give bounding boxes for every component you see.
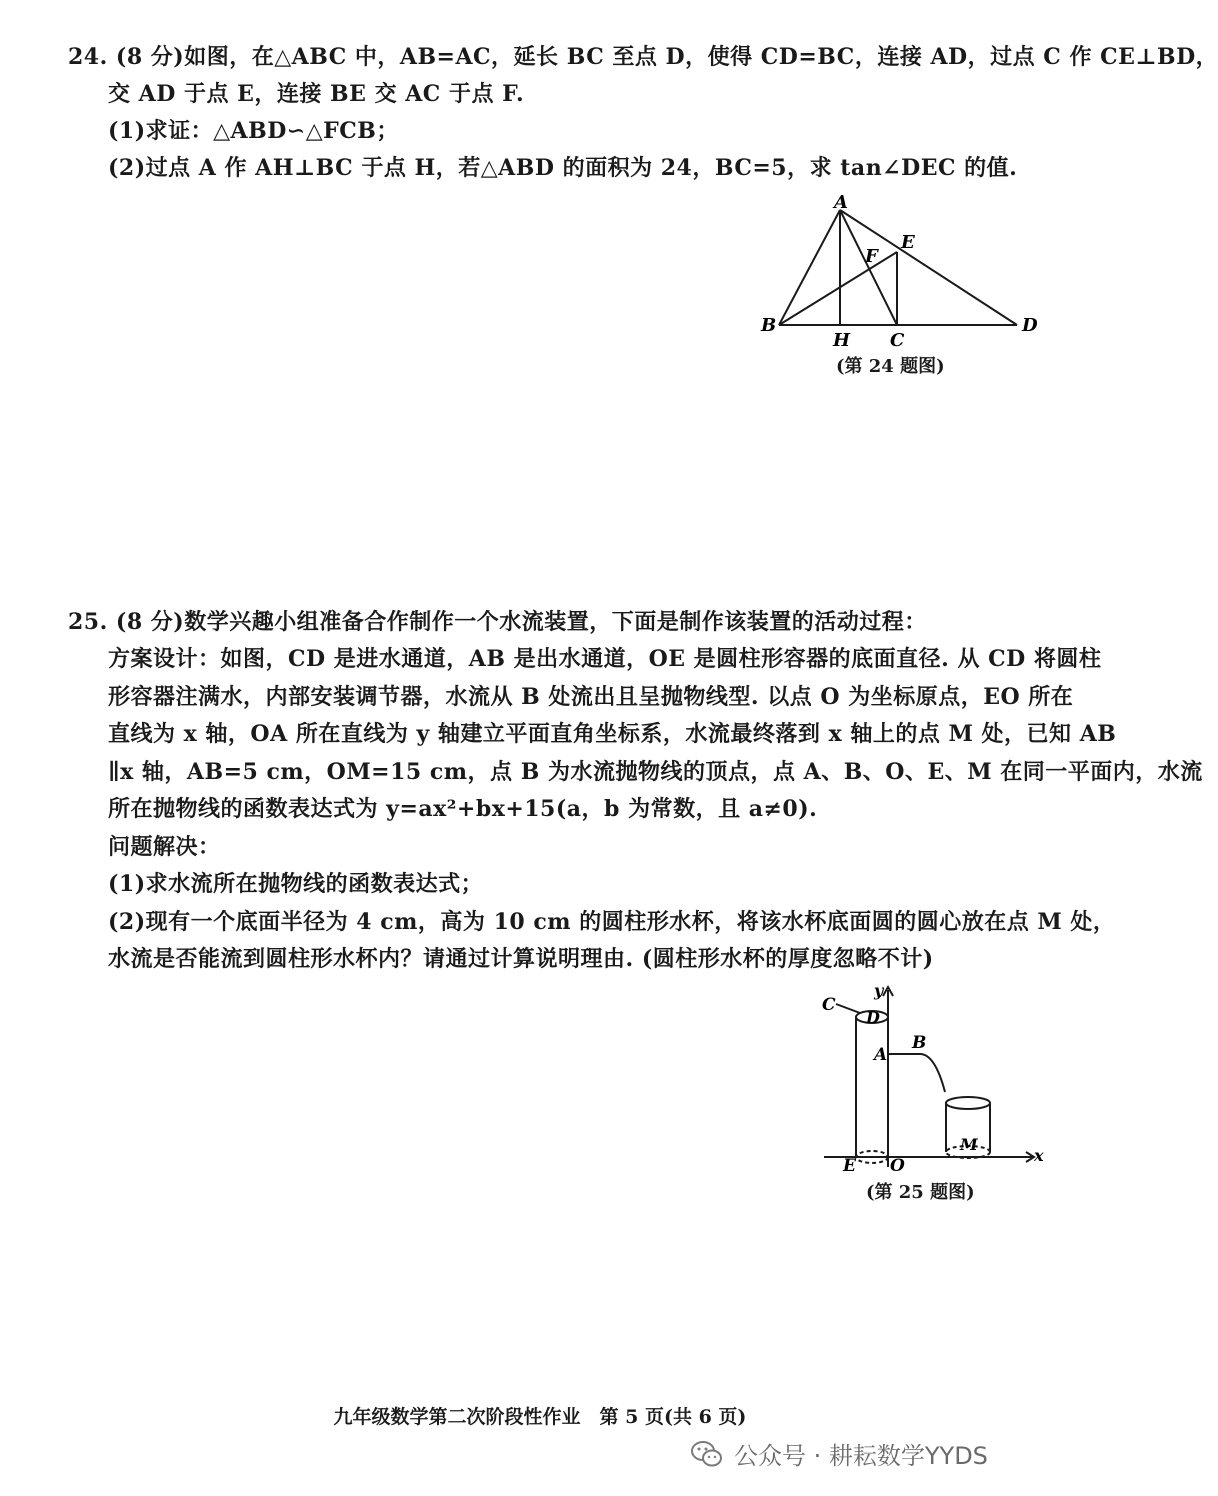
segment-ac (840, 210, 897, 325)
page-footer: 九年级数学第二次阶段性作业 第 5 页(共 6 页) (333, 1406, 747, 1428)
wechat-icon (690, 1439, 724, 1469)
label-d: D (1022, 315, 1038, 336)
q24-line1: 24. (8 分)如图，在△ABC 中，AB=AC，延长 BC 至点 D，使得 CD=BC，连接 AD，过点 C 作 CE⊥BD， (68, 44, 1218, 70)
q24-line2: 交 AD 于点 E，连接 BE 交 AC 于点 F. (108, 81, 525, 107)
label-a: A (874, 1045, 888, 1065)
q25-line1: 25. (8 分)数学兴趣小组准备合作制作一个水流装置，下面是制作该装置的活动过程： (68, 609, 927, 635)
cup-top (946, 1097, 990, 1109)
q24-part1: (1)求证：△ABD∽△FCB； (108, 118, 399, 144)
label-m: M (960, 1135, 978, 1154)
q25-line6: 所在抛物线的函数表达式为 y=ax²+bx+15(a，b 为常数，且 a≠0). (108, 796, 818, 822)
q24-part2: (2)过点 A 作 AH⊥BC 于点 H，若△ABD 的面积为 24，BC=5，求 tan∠DEC 的值. (108, 155, 1018, 181)
label-f: F (865, 246, 878, 267)
q24-figure (755, 190, 1055, 350)
label-o: O (890, 1156, 905, 1176)
q25-line4: 直线为 x 轴，OA 所在直线为 y 轴建立平面直角坐标系，水流最终落到 x 轴上的点 M 处，已知 AB (108, 721, 1117, 747)
watermark (690, 1436, 988, 1471)
label-y: y (874, 981, 884, 1000)
label-d: D (866, 1008, 880, 1027)
q25-heading: 问题解决： (108, 834, 221, 860)
label-b: B (912, 1033, 927, 1053)
q25-line2: 方案设计：如图，CD 是进水通道，AB 是出水通道，OE 是圆柱形容器的底面直径. 从 CD 将圆柱 (108, 646, 1102, 672)
q25-line3: 形容器注满水，内部安装调节器，水流从 B 处流出且呈抛物线型. 以点 O 为坐标原点，EO 所在 (108, 684, 1074, 710)
q25-line5: ∥x 轴，AB=5 cm，OM=15 cm，点 B 为水流抛物线的顶点，点 A、B、O、E、M 在同一平面内，水流 (108, 759, 1203, 785)
label-e: E (901, 232, 915, 253)
q25-part1: (1)求水流所在抛物线的函数表达式； (108, 871, 484, 897)
label-e: E (843, 1156, 856, 1176)
water-parabola (920, 1054, 945, 1092)
label-c: C (890, 330, 905, 351)
q25-part2-line1: (2)现有一个底面半径为 4 cm，高为 10 cm 的圆柱形水杯，将该水杯底面圆的圆心放在点 M 处， (108, 909, 1116, 935)
watermark-text: 公众号 · 耕耘数学YYDS (734, 1442, 988, 1470)
q25-figure (810, 981, 1050, 1176)
segment-ad (840, 210, 1017, 325)
q24-caption: (第 24 题图) (836, 356, 945, 377)
label-b: B (761, 315, 777, 336)
inlet-cd (836, 1004, 860, 1013)
label-c: C (822, 995, 836, 1015)
q25-part2-line2: 水流是否能流到圆柱形水杯内？请通过计算说明理由. (圆柱形水杯的厚度忽略不计) (108, 946, 934, 972)
segment-ab (779, 210, 840, 325)
label-a: A (834, 192, 848, 213)
label-h: H (833, 330, 851, 351)
q25-caption: (第 25 题图) (866, 1182, 975, 1203)
label-x: x (1034, 1146, 1044, 1165)
